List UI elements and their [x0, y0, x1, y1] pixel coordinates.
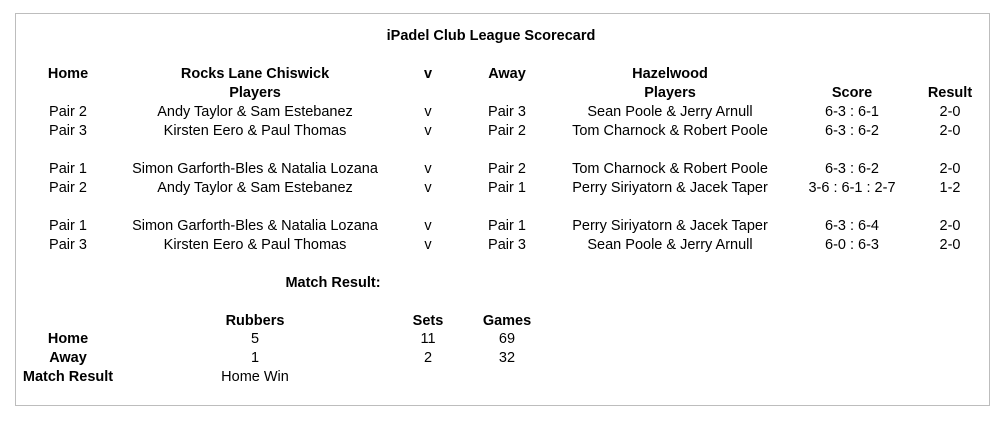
away-players-cell: Sean Poole & Jerry Arnull: [587, 237, 753, 253]
home-rubbers-value: 5: [250, 331, 260, 347]
away-pair-cell: Pair 3: [488, 237, 526, 253]
vs-cell: v: [424, 104, 432, 120]
score-cell: 3-6 : 6-1 : 2-7: [808, 180, 896, 196]
games-header: Games: [482, 313, 532, 329]
result-cell: 2-0: [939, 104, 961, 120]
away-pair-cell: Pair 1: [488, 180, 526, 196]
away-rubbers-value: 1: [250, 350, 260, 366]
home-pair-cell: Pair 1: [49, 161, 87, 177]
away-players-header: Players: [644, 85, 696, 101]
away-pair-cell: Pair 2: [488, 123, 526, 139]
away-players-cell: Sean Poole & Jerry Arnull: [587, 104, 753, 120]
score-cell: 6-0 : 6-3: [825, 237, 879, 253]
result-cell: 1-2: [939, 180, 961, 196]
home-games-value: 69: [498, 331, 516, 347]
away-players-cell: Tom Charnock & Robert Poole: [572, 161, 768, 177]
home-players-cell: Andy Taylor & Sam Estebanez: [157, 180, 353, 196]
home-players-cell: Simon Garforth-Bles & Natalia Lozana: [132, 218, 378, 234]
score-header: Score: [831, 85, 873, 101]
away-pair-cell: Pair 1: [488, 218, 526, 234]
result-cell: 2-0: [939, 123, 961, 139]
result-cell: 2-0: [939, 218, 961, 234]
home-header: Home: [47, 66, 89, 82]
home-players-cell: Simon Garforth-Bles & Natalia Lozana: [132, 161, 378, 177]
scorecard-title: iPadel Club League Scorecard: [386, 28, 596, 44]
vs-cell: v: [424, 218, 432, 234]
away-players-cell: Perry Siriyatorn & Jacek Taper: [572, 180, 768, 196]
away-pair-cell: Pair 2: [488, 161, 526, 177]
vs-header: v: [423, 66, 433, 82]
result-header: Result: [927, 85, 973, 101]
rubbers-header: Rubbers: [225, 313, 285, 329]
away-players-cell: Tom Charnock & Robert Poole: [572, 123, 768, 139]
away-team-name: Hazelwood: [632, 66, 708, 82]
away-header: Away: [488, 66, 526, 82]
vs-cell: v: [424, 123, 432, 139]
away-sets-value: 2: [423, 350, 433, 366]
home-players-cell: Andy Taylor & Sam Estebanez: [157, 104, 353, 120]
sets-header: Sets: [412, 313, 444, 329]
away-games-value: 32: [498, 350, 516, 366]
summary-home-label: Home: [47, 331, 89, 347]
result-cell: 2-0: [939, 237, 961, 253]
home-pair-cell: Pair 2: [49, 104, 87, 120]
away-players-cell: Perry Siriyatorn & Jacek Taper: [572, 218, 768, 234]
score-cell: 6-3 : 6-2: [825, 161, 879, 177]
home-players-cell: Kirsten Eero & Paul Thomas: [163, 237, 347, 253]
vs-cell: v: [424, 161, 432, 177]
home-pair-cell: Pair 1: [49, 218, 87, 234]
home-pair-cell: Pair 3: [49, 237, 87, 253]
score-cell: 6-3 : 6-4: [825, 218, 879, 234]
result-cell: 2-0: [939, 161, 961, 177]
home-players-cell: Kirsten Eero & Paul Thomas: [163, 123, 347, 139]
match-result-label: Match Result: [22, 369, 114, 385]
vs-cell: v: [424, 180, 432, 196]
home-players-header: Players: [229, 85, 281, 101]
home-team-name: Rocks Lane Chiswick: [180, 66, 330, 82]
summary-away-label: Away: [49, 350, 87, 366]
vs-cell: v: [424, 237, 432, 253]
match-result-value: Home Win: [221, 369, 289, 385]
home-pair-cell: Pair 2: [49, 180, 87, 196]
home-pair-cell: Pair 3: [49, 123, 87, 139]
home-sets-value: 11: [420, 331, 436, 347]
match-result-title: Match Result:: [285, 275, 381, 291]
away-pair-cell: Pair 3: [488, 104, 526, 120]
score-cell: 6-3 : 6-2: [825, 123, 879, 139]
score-cell: 6-3 : 6-1: [825, 104, 879, 120]
